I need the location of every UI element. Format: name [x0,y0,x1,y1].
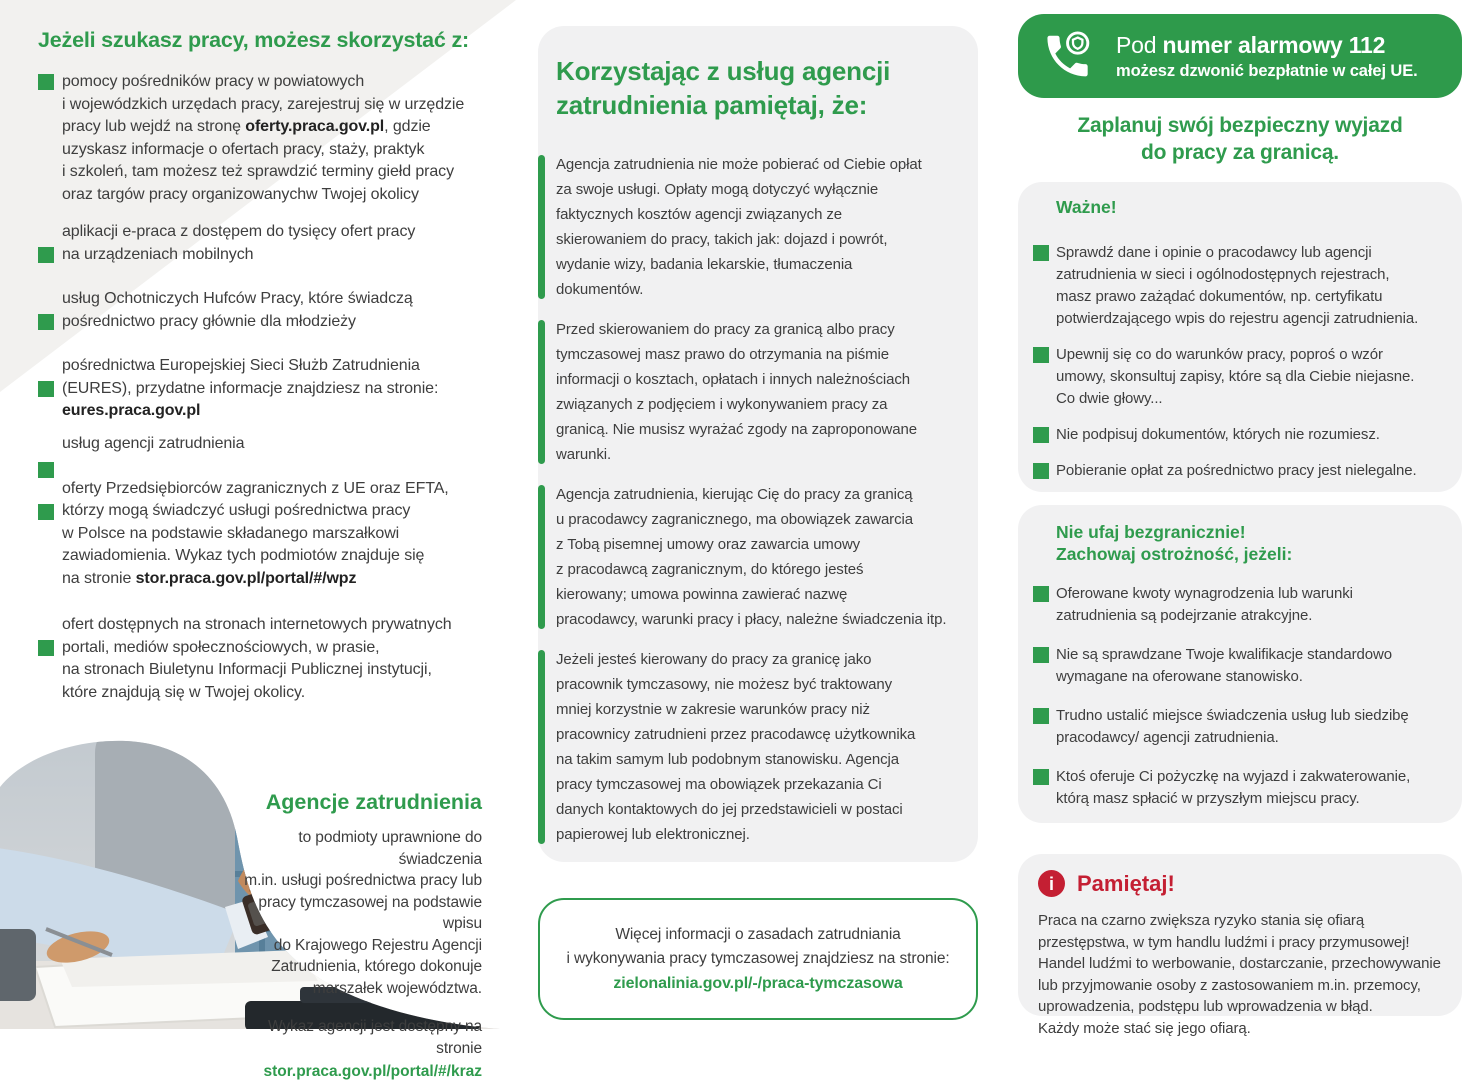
banner-line1 [1116,32,1418,59]
zielonalinia-link[interactable]: zielonalinia.gov.pl/-/praca-tymczasowa [613,974,903,992]
job-options-list [38,71,516,704]
list-item [38,433,516,478]
green-square-bullet [1033,708,1049,724]
list-item [38,221,516,266]
agency-note: Wykaz agencji jest dostępny na stronie [268,1018,482,1057]
list-item-text: usług Ochotniczych Hufców Pracy, które świadczą pośrednictwo pracy głównie dla młodzieży [62,290,413,330]
more-info-text: Więcej informacji o zasadach zatrudniania i wykonywania pracy tymczasowej znajdziesz na stronie: [566,925,950,967]
green-square-bullet [38,504,54,520]
rule-paragraph: Agencja zatrudnienia nie może pobierać od Ciebie opłat za swoje usługi. Opłaty mogą dotyczyć wyłącznie faktycznych kosztów agencji związanych ze skierowaniem do pracy, takich jak: dojazd i powrót, wydanie wizy, badania lekarskie, tłumaczenia dokumentów. [556,152,964,302]
emergency-banner [1018,14,1462,98]
agency-heading: Agencje zatrudnienia [265,790,482,814]
list-item [1033,424,1452,446]
list-item [38,355,516,423]
list-item [1033,766,1452,810]
agency-description: to podmioty uprawnione do świadczenia m.in. usługi pośrednictwa pracy lub pracy tymczasowej na podstawie wpisu do Krajowego Rejestru Agencji Zatrudnienia, którego dokonuje marszałek województwa. [244,829,482,997]
middle-heading: Korzystając z usług agencji zatrudnienia pamiętaj, że: [556,56,891,120]
banner-line2: możesz dzwonić bezpłatnie w całej UE. [1116,61,1418,80]
rule-paragraph: Agencja zatrudnienia, kierując Cię do pracy za granicą u pracodawcy zagranicznego, ma obowiązek zawarcia z Tobą pisemnej umowy oraz zawarcia umowy z pracodawcą zagranicznym, do którego jesteś kierowany; umowa powinna zawierać nazwę pracodawcy, warunki pracy i płacy, należne świadczenia itp. [556,482,964,632]
caution-title: Nie ufaj bezgranicznie! Zachowaj ostrożność, jeżeli: [1056,522,1293,564]
green-square-bullet [1033,427,1049,443]
remember-title: Pamiętaj! [1077,870,1175,896]
green-square-bullet [1033,347,1049,363]
green-square-bullet [38,381,54,397]
list-item [1033,344,1452,410]
list-item-text: ofert dostępnych na stronach internetowych prywatnych portali, mediów społecznościowych, w prasie, na stronach Biuletynu Informacji Publicznej instytucji, które znajdują się w Twojej okolicy. [62,616,452,701]
list-item [38,288,516,333]
list-item-text: Nie podpisuj dokumentów, których nie rozumiesz. [1056,426,1380,443]
banner-line1-bold: numer alarmowy 112 [1162,31,1386,58]
list-item [1033,460,1452,482]
list-item-text: pomocy pośredników pracy w powiatowych i wojewódzkich urzędach pracy, zarejestruj się w urzędzie pracy lub wejdź na stronę oferty.praca.gov.pl, gdzie uzyskasz informacje o ofertach pracy, staży, praktyk i szkoleń, tam możesz też sprawdzić terminy giełd pracy oraz targów pracy organizowanychw Twojej okolicy [62,73,465,203]
banner-text [1116,32,1418,81]
list-item [38,478,516,591]
phone-shield-icon [1040,29,1094,83]
green-square-bullet [1033,463,1049,479]
list-item-text: Upewnij się co do warunków pracy, poproś o wzór umowy, skonsultuj zapisy, które są dla Ciebie niejasne. Co dwie głowy... [1056,346,1415,407]
list-item [1033,644,1452,688]
more-info-box [538,898,978,1020]
list-item-text: Trudno ustalić miejsce świadczenia usług lub siedzibę pracodawcy/ agencji zatrudnienia. [1056,707,1409,746]
list-item-text: Pobieranie opłat za pośrednictwo pracy jest nielegalne. [1056,462,1417,479]
agency-registry-link[interactable]: stor.praca.gov.pl/portal/#/kraz [263,1063,482,1080]
list-item-text: oferty Przedsiębiorców zagranicznych z UE oraz EFTA, którzy mogą świadczyć usługi pośrednictwa pracy w Polsce na podstawie składanego marszałkowi zawiadomienia. Wykaz tych podmiotów znajduje się na stronie stor.praca.gov.pl/portal/#/wpz [62,479,449,587]
green-square-bullet [1033,245,1049,261]
green-square-bullet [38,462,54,478]
banner-line1-prefix: Pod [1116,31,1163,58]
important-box [1018,182,1462,492]
list-item-text: usług agencji zatrudnienia [62,434,245,452]
green-square-bullet [38,74,54,90]
green-square-bullet [1033,769,1049,785]
caution-box [1018,505,1462,823]
list-item-text: Ktoś oferuje Ci pożyczkę na wyjazd i zakwaterowanie, którą masz spłacić w przyszłym miejscu pracy. [1056,768,1411,807]
green-square-bullet [38,640,54,656]
list-item [38,71,516,206]
remember-title-row [1038,870,1446,897]
green-square-bullet [1033,586,1049,602]
rule-paragraph: Jeżeli jesteś kierowany do pracy za granicę jako pracownik tymczasowy, nie możesz być traktowany mniej korzystnie w zakresie warunków pracy niż pracownicy zatrudnieni przez pracodawcę użytkownika na takim samym lub podobnym stanowisku. Agencja pracy tymczasowej ma obowiązek przekazania Ci danych kontaktowych do jej przedstawicieli w postaci papierowej lub elektronicznej. [556,647,964,847]
plan-safe-trip-heading: Zaplanuj swój bezpieczny wyjazd do pracy za granicą. [1077,114,1403,164]
remember-box [1018,854,1462,1037]
list-item-text: aplikacji e-praca z dostępem do tysięcy ofert pracy na urządzeniach mobilnych [62,223,416,263]
list-item-text: Nie są sprawdzane Twoje kwalifikacje standardowo wymagane na oferowane stanowisko. [1056,646,1392,685]
list-item [1033,242,1452,330]
rule-paragraph: Przed skierowaniem do pracy za granicą albo pracy tymczasowej masz prawo do otrzymania na piśmie informacji o kosztach, opłatach i innych należnościach związanych z podjęciem i wykonywaniem pracy za granicą. Nie musisz wyrażać zgody na zaproponowane warunki. [556,317,964,467]
list-item [38,614,516,704]
remember-body: Praca na czarno zwiększa ryzyko stania się ofiarą przestępstwa, w tym handlu ludźmi i pracy przymusowej! Handel ludźmi to werbowanie, dostarczanie, przechowywanie lub przyjmowanie osoby z zastosowaniem m.in. przemocy, uprowadzenia, podstępu lub wprowadzenia w błąd. Każdy może stać się jego ofiarą. [1038,912,1441,1037]
list-item-text: Sprawdź dane i opinie o pracodawcy lub agencji zatrudnienia w sieci i ogólnodostępnych rejestrach, masz prawo zażądać dokumentów, np. certyfikatu potwierdzającego wpis do rejestru agencji zatrudnienia. [1056,244,1419,327]
list-item-text: Oferowane kwoty wynagrodzenia lub warunki zatrudnienia są podejrzanie atrakcyjne. [1056,585,1353,624]
list-item-text: pośrednictwa Europejskiej Sieci Służb Zatrudnienia (EURES), przydatne informacje znajdziesz na stronie: eures.praca.gov.pl [62,357,439,419]
left-column [38,26,516,704]
green-square-bullet [38,314,54,330]
list-item [1033,583,1452,627]
employment-agencies-block [240,790,482,1081]
left-heading: Jeżeli szukasz pracy, możesz skorzystać z: [38,28,469,52]
middle-panel [538,26,978,862]
green-square-bullet [1033,647,1049,663]
list-item [1033,705,1452,749]
important-title: Ważne! [1056,197,1117,217]
green-square-bullet [38,247,54,263]
info-icon: i [1038,870,1065,897]
